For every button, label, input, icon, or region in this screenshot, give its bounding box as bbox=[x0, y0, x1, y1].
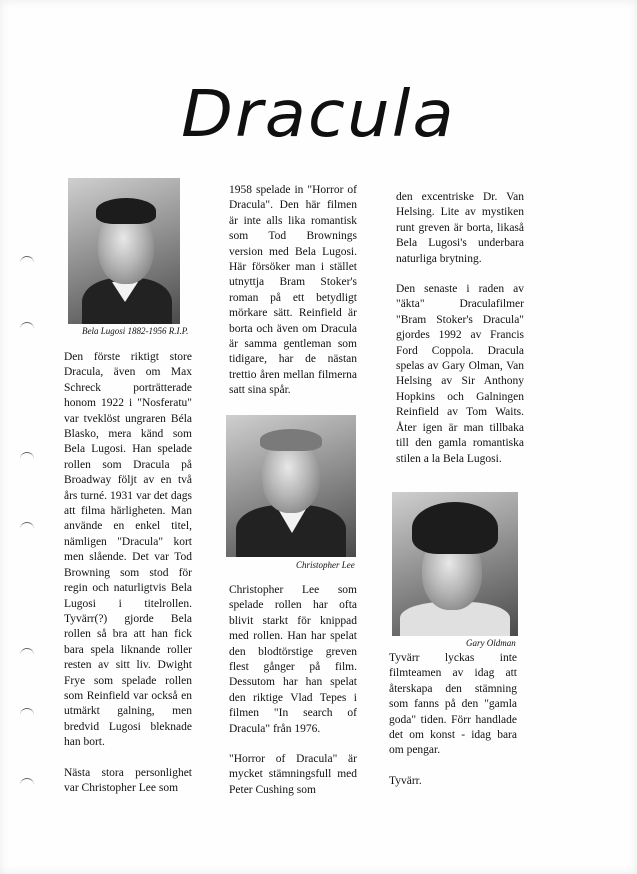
text-column-2 bbox=[229, 183, 357, 399]
gary-oldman-photo bbox=[392, 492, 518, 636]
paragraph: Christopher Lee som spelade rollen har ofta blivit starkt för knippad med rollen. Han har spelat den blodtörstige greven flest gånger på film. Dessutom har han spelat den riktige Vlad Tepes i filmen "In search of Dracula" från 1976. bbox=[229, 584, 357, 735]
paragraph: "Horror of Dracula" är mycket stämningsfull med Peter Cushing som bbox=[229, 753, 357, 796]
paragraph: den excentriske Dr. Van Helsing. Lite av mystiken runt greven är borta, likaså Bela Lugosi's underbara naturliga brytning. bbox=[396, 191, 524, 265]
paragraph: Den förste riktigt store Dracula, även om Max Schreck porträtterade honom 1922 i "Nosferatu" var tveklöst ungraren Béla Blasko, mera känd som Bela Lugosi. Han spelade rollen som Dracula på Broadway följt av en två års turné. 1931 var det dags att filma härligheten. Man använde en enkel titel, nämligen "Dracula" kort men slående. Det var Tod Browning som stod för regin och naturligtvis Bela Lugosi i titelrollen. Tyvärr(?) gjorde Bela rollen så bra att han fick bara spela liknande roller resten av sitt liv. Dwight Frye som spelade rollen som Reinfield var också en utmärkt galning, men bredvid Lugosi bleknade han bort. bbox=[64, 351, 192, 749]
binder-hole-mark bbox=[20, 522, 34, 533]
page-title: Dracula bbox=[181, 78, 456, 152]
binder-hole-mark bbox=[20, 256, 34, 267]
text-column-1 bbox=[64, 350, 192, 796]
christopher-lee-photo bbox=[226, 415, 356, 557]
paragraph: Nästa stora personlighet var Christopher Lee som bbox=[64, 766, 192, 794]
binder-hole-mark bbox=[20, 648, 34, 659]
paragraph: Den senaste i raden av "äkta" Draculafilmer "Bram Stoker's Dracula" gjordes 1992 av Francis Ford Coppola. Dracula spelas av Gary Olman, Van Helsing av Sir Anthony Hopkins och Galningen Reinfield av Tom Waits. Åter igen är man tillbaka till den gamla romantiska stilen a la Bela Lugosi. bbox=[396, 283, 524, 465]
binder-hole-mark bbox=[20, 322, 34, 333]
binder-hole-mark bbox=[20, 708, 34, 719]
paragraph: Tyvärr lyckas inte filmteamen av idag att återskapa den stämning som fanns på den "gamla goda" tiden. Förr handlade det om konst - idag bara om pengar. bbox=[389, 652, 517, 757]
text-column-3 bbox=[396, 190, 524, 467]
paragraph: Tyvärr. bbox=[389, 774, 422, 787]
photo-caption-lugosi: Bela Lugosi 1882-1956 R.I.P. bbox=[82, 326, 189, 336]
text-column-2-lower bbox=[229, 583, 357, 798]
binder-hole-mark bbox=[20, 452, 34, 463]
binder-hole-mark bbox=[20, 778, 34, 789]
paragraph: 1958 spelade in "Horror of Dracula". Den här filmen är inte alls lika romantisk som Tod Brownings version med Bela Lugosi. Här försöker man i stället utnyttja Bram Stoker's roman på ett betydligt mörkare sätt. Reinfield är borta och även om Dracula är samma gentleman som tidigare, har de nästan trettio åren mellan filmerna satt sina spår. bbox=[229, 184, 357, 397]
text-column-3-lower bbox=[389, 651, 517, 789]
photo-caption-lee: Christopher Lee bbox=[296, 560, 355, 570]
bela-lugosi-photo bbox=[68, 178, 180, 324]
photo-caption-oldman: Gary Oldman bbox=[466, 638, 516, 648]
